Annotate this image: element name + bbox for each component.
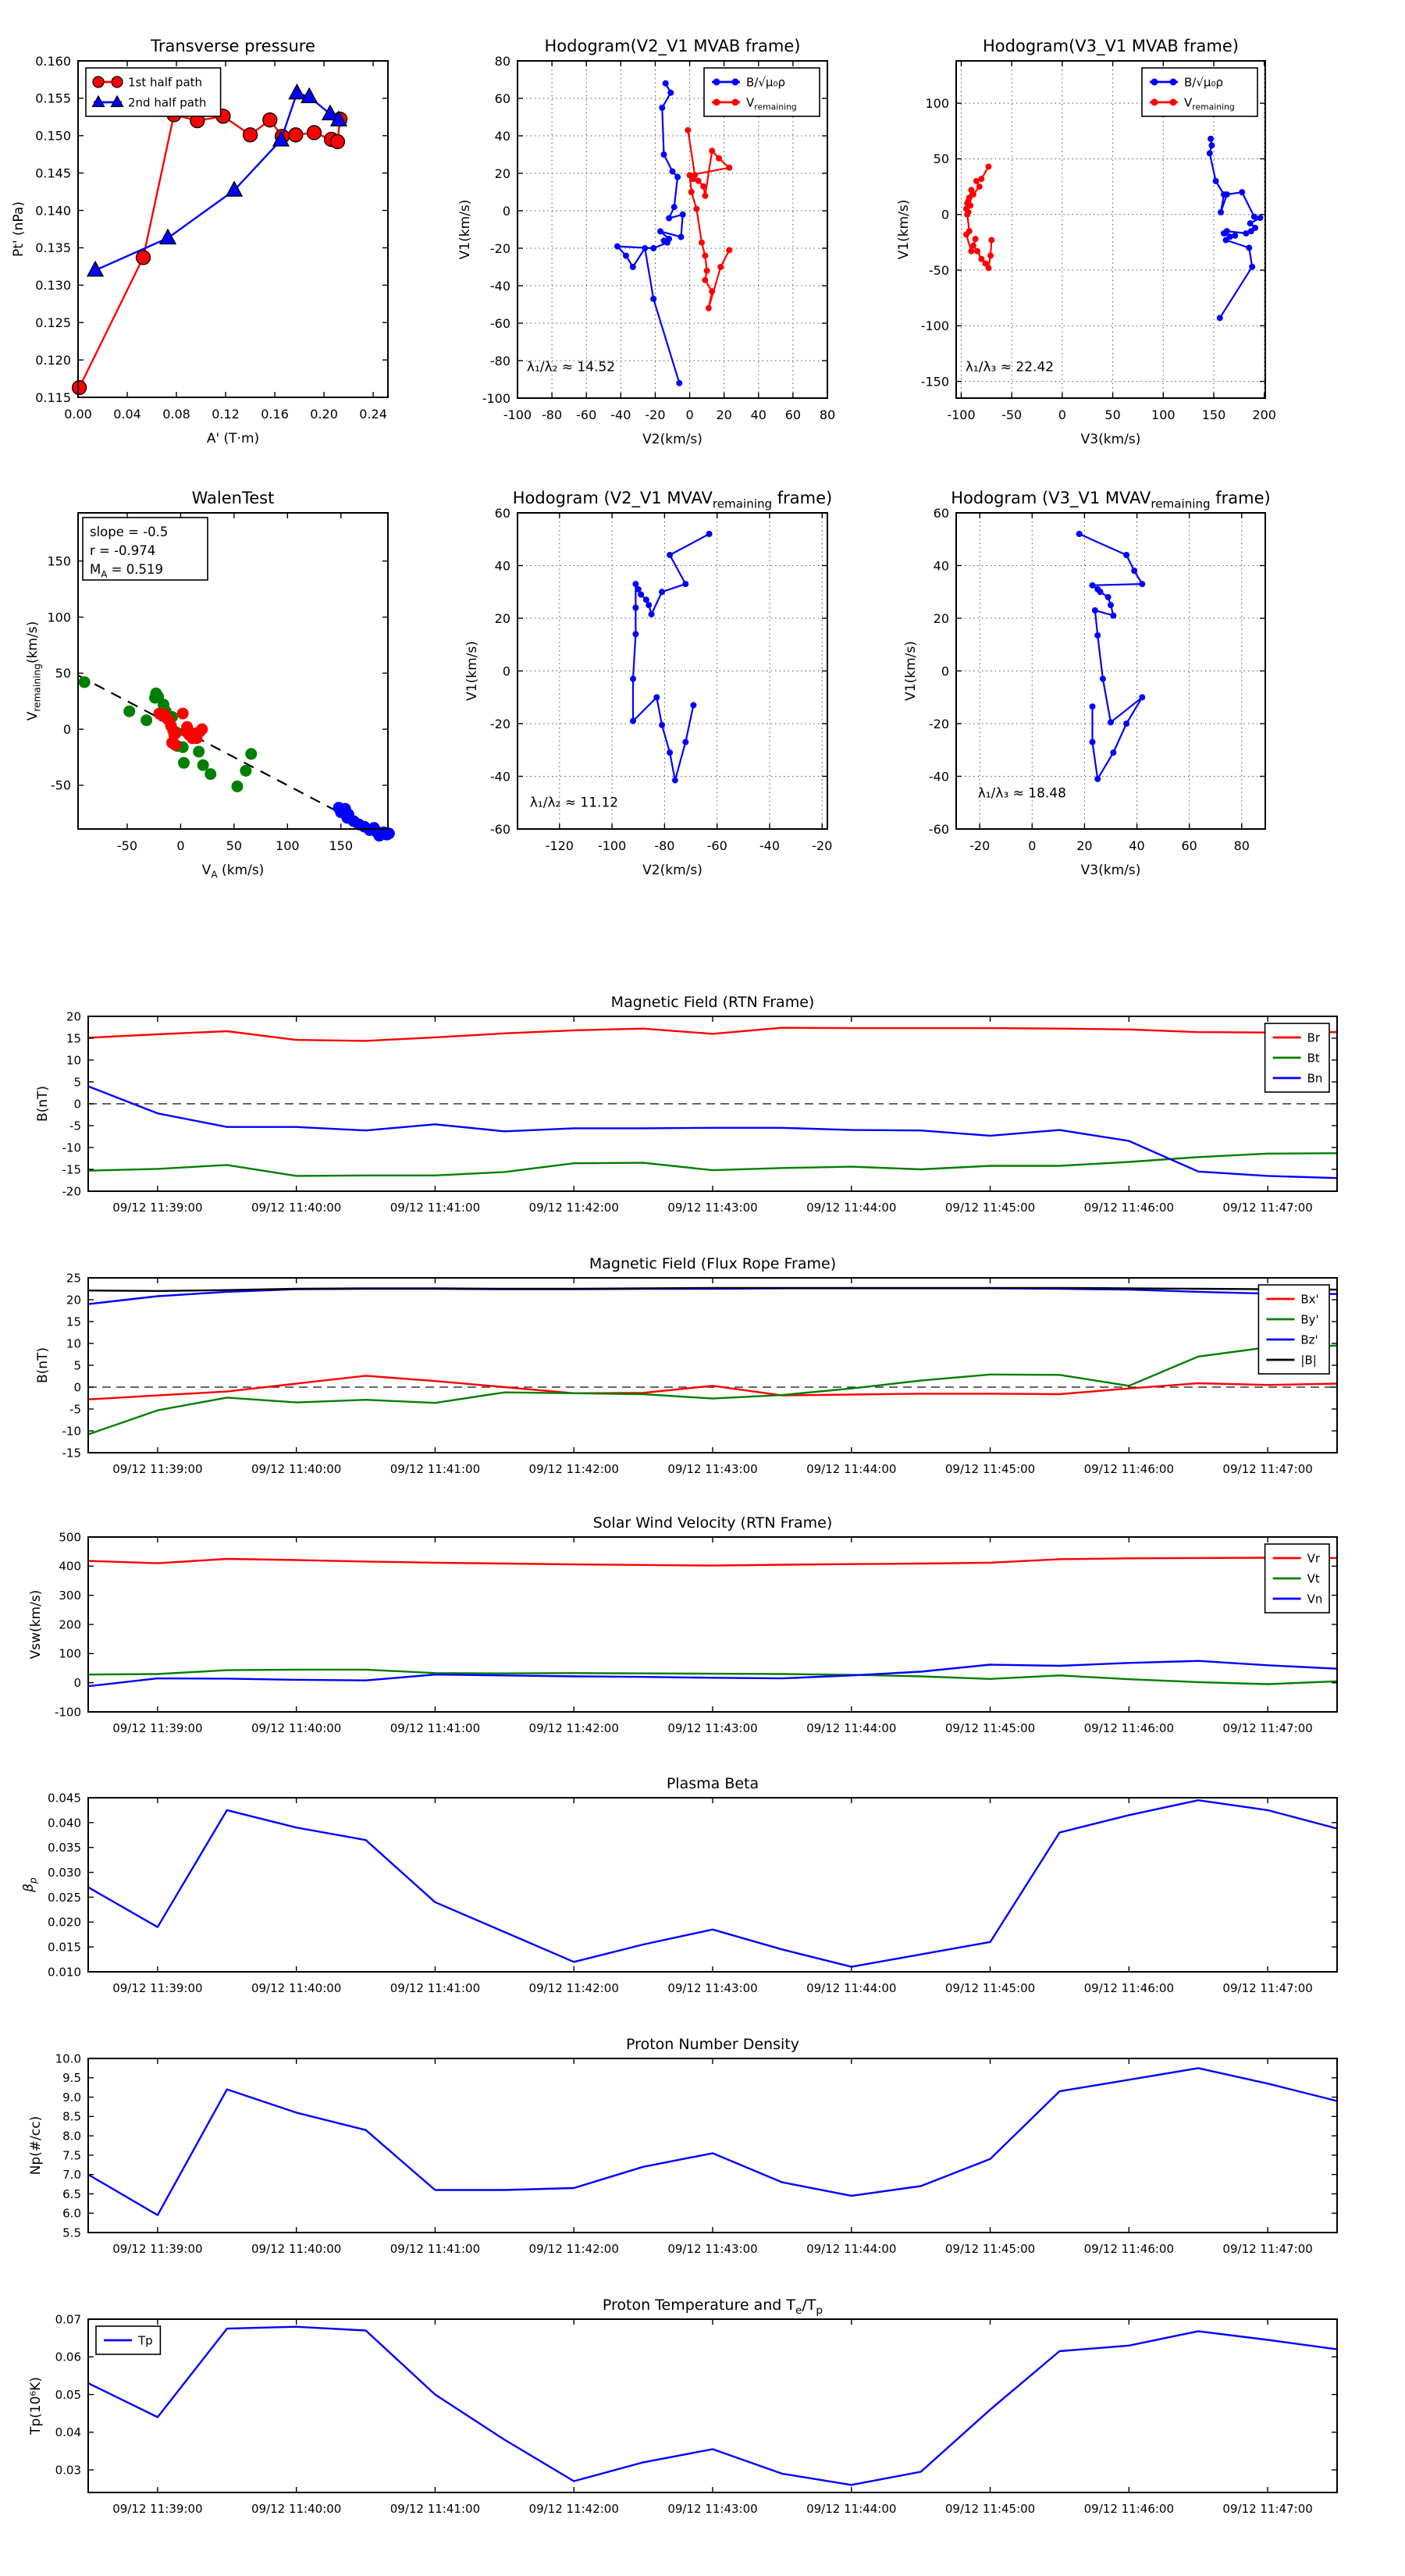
svg-text:15: 15	[66, 1315, 81, 1329]
svg-text:09/12 11:47:00: 09/12 11:47:00	[1222, 1721, 1313, 1735]
svg-text:09/12 11:45:00: 09/12 11:45:00	[944, 2502, 1036, 2516]
svg-text:09/12 11:40:00: 09/12 11:40:00	[251, 1462, 342, 1476]
svg-text:Vremaining(km/s): $V_{remaining}(km/s)$	[25, 621, 43, 721]
svg-text:-100: -100	[482, 390, 510, 406]
svg-text:Vremaining: $V_{remaining}$	[746, 95, 797, 112]
svg-text:Proton Temperature and Te/Tp: Proton Temperature and $T_e/T_p$	[602, 2297, 823, 2317]
svg-text:0.155: 0.155	[35, 91, 71, 106]
svg-text:5.5: 5.5	[62, 2226, 81, 2240]
svg-text:0.035: 0.035	[48, 1841, 81, 1856]
svg-text:100: 100	[276, 838, 300, 853]
svg-text:-50: -50	[50, 777, 71, 793]
svg-text:60: 60	[933, 505, 949, 521]
svg-text:09/12 11:41:00: 09/12 11:41:00	[389, 2502, 481, 2516]
svg-text:10: 10	[66, 1336, 81, 1351]
svg-text:20: 20	[933, 610, 949, 626]
svg-text:-15: -15	[62, 1162, 81, 1177]
svg-text:20: 20	[494, 165, 510, 181]
svg-text:0.150: 0.150	[35, 128, 71, 144]
svg-text:Vsw(km/s): Vsw(km/s)	[28, 1589, 44, 1660]
svg-text:60: 60	[494, 505, 510, 521]
svg-text:150: 150	[1201, 407, 1226, 422]
svg-text:200: 200	[1252, 407, 1276, 422]
svg-text:Tp: Tp	[138, 2333, 153, 2348]
svg-text:Bt: Bt	[1307, 1051, 1320, 1066]
svg-text:09/12 11:42:00: 09/12 11:42:00	[528, 1721, 619, 1735]
svg-text:09/12 11:43:00: 09/12 11:43:00	[667, 1981, 758, 1995]
svg-text:09/12 11:44:00: 09/12 11:44:00	[806, 1201, 897, 1215]
svg-text:V2(km/s): V2(km/s)	[642, 432, 702, 447]
svg-text:500: 500	[59, 1530, 81, 1545]
svg-text:-10: -10	[62, 1424, 81, 1439]
svg-text:V1(km/s): V1(km/s)	[896, 199, 912, 260]
svg-text:50: 50	[55, 666, 71, 681]
svg-text:150: 150	[47, 553, 71, 569]
svg-text:-20: -20	[812, 838, 833, 853]
svg-text:100: 100	[59, 1646, 81, 1661]
svg-text:60: 60	[1181, 838, 1197, 853]
svg-text:09/12 11:44:00: 09/12 11:44:00	[806, 2242, 897, 2256]
svg-text:09/12 11:45:00: 09/12 11:45:00	[944, 1462, 1036, 1476]
svg-text:0.025: 0.025	[48, 1890, 81, 1905]
svg-text:80: 80	[494, 53, 510, 69]
svg-text:-40: -40	[489, 769, 510, 785]
svg-text:-5: -5	[69, 1119, 81, 1133]
chart-transverse-pressure	[11, 37, 388, 447]
chart-solar-wind-velocity	[28, 1514, 1337, 1735]
svg-text:slope = -0.5: slope = -0.5	[90, 525, 169, 539]
svg-text:09/12 11:46:00: 09/12 11:46:00	[1083, 2242, 1175, 2256]
svg-text:09/12 11:44:00: 09/12 11:44:00	[806, 2502, 897, 2516]
svg-text:-40: -40	[928, 769, 949, 785]
svg-text:100: 100	[47, 610, 71, 625]
svg-text:25: 25	[66, 1271, 81, 1286]
svg-text:0.140: 0.140	[35, 203, 71, 219]
svg-text:0.120: 0.120	[35, 352, 71, 368]
svg-text:-40: -40	[759, 838, 781, 853]
svg-text:-20: -20	[969, 838, 991, 853]
svg-text:20: 20	[66, 1009, 81, 1024]
svg-text:1st half path: 1st half path	[128, 75, 203, 90]
svg-text:09/12 11:39:00: 09/12 11:39:00	[112, 2502, 203, 2516]
svg-text:Vremaining: $V_{remaining}$	[1184, 95, 1235, 112]
svg-text:09/12 11:42:00: 09/12 11:42:00	[528, 2502, 619, 2516]
svg-text:0.160: 0.160	[35, 53, 71, 69]
svg-text:7.5: 7.5	[62, 2148, 81, 2163]
svg-text:0.010: 0.010	[48, 1965, 81, 1980]
svg-text:-60: -60	[576, 407, 597, 422]
chart-magnetic-field-rtn	[35, 994, 1337, 1215]
svg-text:20: 20	[494, 610, 510, 626]
svg-text:8.0: 8.0	[62, 2129, 81, 2144]
svg-text:V1(km/s): V1(km/s)	[464, 641, 480, 701]
svg-text:09/12 11:41:00: 09/12 11:41:00	[389, 1462, 481, 1476]
svg-text:09/12 11:45:00: 09/12 11:45:00	[944, 1721, 1036, 1735]
svg-text:09/12 11:39:00: 09/12 11:39:00	[112, 1981, 203, 1995]
svg-text:09/12 11:39:00: 09/12 11:39:00	[112, 2242, 203, 2256]
svg-text:09/12 11:40:00: 09/12 11:40:00	[251, 1201, 342, 1215]
svg-text:Solar Wind Velocity (RTN Frame: Solar Wind Velocity (RTN Frame)	[592, 1514, 833, 1532]
svg-text:09/12 11:47:00: 09/12 11:47:00	[1222, 1201, 1313, 1215]
svg-text:09/12 11:45:00: 09/12 11:45:00	[944, 1981, 1036, 1995]
svg-text:100: 100	[1151, 407, 1176, 422]
svg-text:-50: -50	[116, 838, 138, 853]
chart-magnetic-field-fluxrope	[35, 1255, 1337, 1476]
chart-walen-test	[25, 489, 395, 880]
svg-text:Bz': Bz'	[1300, 1332, 1318, 1347]
svg-text:0.040: 0.040	[48, 1816, 81, 1831]
svg-text:0.07: 0.07	[55, 2312, 81, 2327]
svg-text:Plasma Beta: Plasma Beta	[666, 1775, 759, 1792]
svg-text:0.08: 0.08	[162, 407, 190, 422]
svg-text:V3(km/s): V3(km/s)	[1080, 432, 1141, 447]
svg-text:20: 20	[716, 407, 732, 422]
svg-text:09/12 11:46:00: 09/12 11:46:00	[1083, 1201, 1175, 1215]
svg-text:09/12 11:46:00: 09/12 11:46:00	[1083, 1462, 1175, 1476]
svg-text:By': By'	[1300, 1312, 1319, 1327]
svg-text:Proton Number Density: Proton Number Density	[626, 2036, 799, 2053]
svg-text:Vn: Vn	[1307, 1592, 1323, 1606]
svg-text:60: 60	[494, 91, 510, 106]
svg-text:0.20: 0.20	[310, 407, 338, 422]
svg-text:09/12 11:45:00: 09/12 11:45:00	[944, 1201, 1036, 1215]
svg-text:10: 10	[66, 1053, 81, 1068]
svg-text:-20: -20	[62, 1184, 81, 1199]
svg-text:09/12 11:39:00: 09/12 11:39:00	[112, 1201, 203, 1215]
svg-text:Transverse pressure: Transverse pressure	[151, 37, 315, 55]
svg-text:0: 0	[62, 721, 71, 737]
svg-text:80: 80	[1233, 838, 1250, 853]
svg-text:09/12 11:46:00: 09/12 11:46:00	[1083, 1721, 1175, 1735]
svg-text:0: 0	[73, 1097, 81, 1112]
svg-text:-20: -20	[489, 716, 510, 731]
svg-text:λ₁/λ₂ ≈ 11.12: λ₁/λ₂ ≈ 11.12	[529, 795, 619, 811]
svg-text:0.145: 0.145	[35, 165, 71, 181]
svg-text:Bn: Bn	[1307, 1071, 1323, 1086]
svg-text:09/12 11:42:00: 09/12 11:42:00	[528, 1462, 619, 1476]
svg-text:Hodogram(V2_V1 MVAB frame): Hodogram(V2_V1 MVAB frame)	[544, 37, 801, 55]
svg-text:-120: -120	[545, 838, 574, 853]
svg-text:Br: Br	[1307, 1030, 1321, 1045]
svg-text:Np(#/cc): Np(#/cc)	[28, 2115, 44, 2176]
svg-text:λ₁/λ₂ ≈ 14.52: λ₁/λ₂ ≈ 14.52	[526, 359, 616, 375]
svg-text:7.0: 7.0	[62, 2168, 81, 2183]
svg-text:0.015: 0.015	[48, 1940, 81, 1955]
svg-text:60: 60	[784, 407, 802, 422]
chart-plasma-beta	[21, 1775, 1337, 1995]
svg-text:-100: -100	[920, 318, 949, 334]
svg-text:0: 0	[176, 838, 185, 853]
svg-text:-60: -60	[706, 838, 727, 853]
svg-text:Hodogram (V3_V1 MVAVremaining: Hodogram (V3_V1 $MVAV_{remaining}$ frame)	[951, 489, 1271, 511]
chart-proton-number-density	[28, 2036, 1337, 2256]
svg-text:09/12 11:42:00: 09/12 11:42:00	[528, 1981, 619, 1995]
svg-text:09/12 11:46:00: 09/12 11:46:00	[1083, 1981, 1175, 1995]
svg-text:-40: -40	[489, 278, 510, 294]
svg-text:B(nT): B(nT)	[35, 1347, 51, 1384]
svg-text:40: 40	[1129, 838, 1145, 853]
svg-text:100: 100	[925, 95, 949, 111]
svg-text:0: 0	[502, 203, 510, 219]
svg-text:9.0: 9.0	[62, 2090, 81, 2105]
svg-text:09/12 11:43:00: 09/12 11:43:00	[667, 2242, 758, 2256]
svg-text:Hodogram (V2_V1 MVAVremaining: Hodogram (V2_V1 $MVAV_{remaining}$ frame)	[512, 489, 833, 511]
svg-text:0: 0	[73, 1676, 81, 1691]
svg-text:20: 20	[1076, 838, 1093, 853]
svg-text:0.045: 0.045	[48, 1791, 81, 1806]
svg-text:-60: -60	[489, 315, 510, 331]
svg-text:-80: -80	[654, 838, 675, 853]
svg-text:VA (km/s): $V_A$ (km/s)	[201, 863, 265, 881]
svg-text:B/√μ₀ρ: B/√μ₀ρ	[1184, 75, 1223, 90]
svg-text:09/12 11:47:00: 09/12 11:47:00	[1222, 1462, 1313, 1476]
svg-text:09/12 11:47:00: 09/12 11:47:00	[1222, 1981, 1313, 1995]
svg-text:80: 80	[819, 407, 836, 422]
svg-text:V1(km/s): V1(km/s)	[903, 641, 919, 701]
svg-text:-80: -80	[542, 407, 563, 422]
svg-text:-50: -50	[1001, 407, 1023, 422]
svg-text:-100: -100	[597, 838, 627, 853]
svg-text:09/12 11:41:00: 09/12 11:41:00	[389, 1721, 481, 1735]
svg-text:0.115: 0.115	[35, 390, 71, 405]
svg-text:0.030: 0.030	[48, 1865, 81, 1880]
svg-text:09/12 11:45:00: 09/12 11:45:00	[944, 2242, 1036, 2256]
svg-text:09/12 11:40:00: 09/12 11:40:00	[251, 2502, 342, 2516]
svg-text:09/12 11:41:00: 09/12 11:41:00	[389, 2242, 481, 2256]
svg-text:λ₁/λ₃ ≈ 22.42: λ₁/λ₃ ≈ 22.42	[965, 359, 1055, 375]
svg-text:40: 40	[933, 558, 949, 574]
svg-text:40: 40	[494, 128, 510, 144]
svg-text:0.04: 0.04	[113, 407, 141, 422]
svg-text:A' (T·m): A' (T·m)	[206, 431, 260, 447]
svg-text:09/12 11:43:00: 09/12 11:43:00	[667, 1201, 758, 1215]
svg-text:-50: -50	[928, 262, 949, 278]
svg-text:r = -0.974: r = -0.974	[90, 543, 156, 558]
svg-text:-20: -20	[928, 716, 949, 731]
svg-text:400: 400	[59, 1559, 81, 1574]
svg-text:10.0: 10.0	[55, 2051, 81, 2066]
svg-text:09/12 11:40:00: 09/12 11:40:00	[251, 1981, 342, 1995]
svg-text:0: 0	[1058, 407, 1066, 422]
svg-text:09/12 11:39:00: 09/12 11:39:00	[112, 1462, 203, 1476]
svg-text:40: 40	[750, 407, 767, 422]
svg-text:0.12: 0.12	[212, 407, 240, 422]
svg-text:6.0: 6.0	[62, 2206, 81, 2221]
svg-text:-10: -10	[62, 1140, 81, 1155]
svg-text:09/12 11:43:00: 09/12 11:43:00	[667, 2502, 758, 2516]
chart-hodogram-v3v1-mvav	[903, 489, 1271, 878]
svg-text:0: 0	[685, 407, 694, 422]
svg-text:09/12 11:47:00: 09/12 11:47:00	[1222, 2242, 1313, 2256]
svg-text:-100: -100	[947, 407, 976, 422]
svg-text:-80: -80	[489, 353, 510, 368]
svg-text:λ₁/λ₃ ≈ 18.48: λ₁/λ₃ ≈ 18.48	[977, 785, 1066, 802]
svg-text:0: 0	[502, 664, 510, 679]
svg-text:9.5: 9.5	[62, 2071, 81, 2086]
svg-text:09/12 11:44:00: 09/12 11:44:00	[806, 1721, 897, 1735]
svg-text:-100: -100	[54, 1705, 81, 1720]
svg-text:09/12 11:39:00: 09/12 11:39:00	[112, 1721, 203, 1735]
svg-text:09/12 11:41:00: 09/12 11:41:00	[389, 1201, 481, 1215]
svg-text:-100: -100	[503, 407, 532, 422]
svg-text:0.04: 0.04	[55, 2425, 81, 2440]
svg-text:0: 0	[73, 1380, 81, 1395]
svg-text:20: 20	[66, 1293, 81, 1308]
svg-text:0.00: 0.00	[64, 407, 92, 422]
svg-text:Hodogram(V3_V1 MVAB frame): Hodogram(V3_V1 MVAB frame)	[983, 37, 1239, 55]
svg-text:50: 50	[933, 151, 949, 167]
svg-text:09/12 11:42:00: 09/12 11:42:00	[528, 1201, 619, 1215]
svg-text:8.5: 8.5	[62, 2109, 81, 2124]
svg-text:V3(km/s): V3(km/s)	[1080, 863, 1141, 878]
svg-text:V2(km/s): V2(km/s)	[642, 863, 702, 878]
svg-text:5: 5	[73, 1358, 81, 1373]
svg-text:-60: -60	[928, 821, 949, 837]
svg-text:09/12 11:46:00: 09/12 11:46:00	[1083, 2502, 1175, 2516]
svg-text:Vr: Vr	[1307, 1551, 1321, 1566]
svg-text:50: 50	[226, 838, 243, 853]
svg-text:0.06: 0.06	[55, 2350, 81, 2364]
svg-text:09/12 11:43:00: 09/12 11:43:00	[667, 1721, 758, 1735]
svg-text:09/12 11:41:00: 09/12 11:41:00	[389, 1981, 481, 1995]
svg-text:0: 0	[941, 207, 949, 222]
svg-text:-150: -150	[920, 374, 949, 390]
svg-text:-40: -40	[610, 407, 631, 422]
svg-text:09/12 11:44:00: 09/12 11:44:00	[806, 1462, 897, 1476]
svg-text:5: 5	[73, 1075, 81, 1090]
svg-text:|B|: |B|	[1300, 1353, 1317, 1368]
svg-text:Bx': Bx'	[1300, 1292, 1319, 1307]
svg-text:-60: -60	[489, 821, 510, 837]
svg-text:Tp(10⁶K): Tp(10⁶K)	[28, 2376, 44, 2435]
svg-text:0.24: 0.24	[359, 407, 387, 422]
svg-text:200: 200	[59, 1617, 81, 1632]
chart-hodogram-v2v1-mvab	[457, 37, 835, 447]
svg-text:0: 0	[941, 664, 949, 679]
svg-text:50: 50	[1104, 407, 1121, 422]
svg-text:09/12 11:42:00: 09/12 11:42:00	[528, 2242, 619, 2256]
svg-text:MA = 0.519: $M_A = 0.519$	[90, 562, 163, 580]
svg-text:2nd half path: 2nd half path	[128, 95, 207, 110]
svg-text:09/12 11:40:00: 09/12 11:40:00	[251, 2242, 342, 2256]
svg-text:0.130: 0.130	[35, 278, 71, 294]
svg-text:Magnetic Field (RTN Frame): Magnetic Field (RTN Frame)	[610, 994, 815, 1011]
svg-text:-5: -5	[69, 1402, 81, 1417]
svg-text:V1(km/s): V1(km/s)	[457, 199, 473, 260]
svg-text:6.5: 6.5	[62, 2186, 81, 2201]
svg-text:Pt' (nPa): Pt' (nPa)	[11, 201, 27, 257]
svg-text:09/12 11:40:00: 09/12 11:40:00	[251, 1721, 342, 1735]
svg-text:40: 40	[494, 558, 510, 574]
svg-text:-15: -15	[62, 1446, 81, 1461]
svg-text:B/√μ₀ρ: B/√μ₀ρ	[746, 75, 785, 90]
svg-text:09/12 11:44:00: 09/12 11:44:00	[806, 1981, 897, 1995]
svg-text:150: 150	[329, 838, 354, 853]
svg-text:15: 15	[66, 1031, 81, 1046]
svg-text:WalenTest: WalenTest	[191, 489, 275, 507]
svg-text:Magnetic Field (Flux Rope Fram: Magnetic Field (Flux Rope Frame)	[589, 1255, 837, 1272]
svg-text:0.03: 0.03	[55, 2463, 81, 2478]
svg-text:0.05: 0.05	[55, 2387, 81, 2402]
svg-text:0.125: 0.125	[35, 315, 71, 330]
svg-text:0: 0	[1028, 838, 1037, 853]
svg-text:0.135: 0.135	[35, 240, 71, 256]
svg-text:-20: -20	[645, 407, 666, 422]
svg-text:βp: $\beta_p$	[21, 1877, 39, 1892]
chart-hodogram-v3v1-mvab	[896, 37, 1276, 447]
svg-text:0.16: 0.16	[261, 407, 289, 422]
svg-text:0.020: 0.020	[48, 1915, 81, 1930]
svg-text:09/12 11:47:00: 09/12 11:47:00	[1222, 2502, 1313, 2516]
svg-text:-20: -20	[489, 240, 510, 256]
chart-proton-temperature	[28, 2297, 1337, 2516]
svg-text:09/12 11:43:00: 09/12 11:43:00	[667, 1462, 758, 1476]
svg-text:300: 300	[59, 1589, 81, 1603]
svg-text:B(nT): B(nT)	[35, 1085, 51, 1123]
svg-text:Vt: Vt	[1307, 1571, 1320, 1586]
chart-hodogram-v2v1-mvav	[464, 489, 832, 878]
